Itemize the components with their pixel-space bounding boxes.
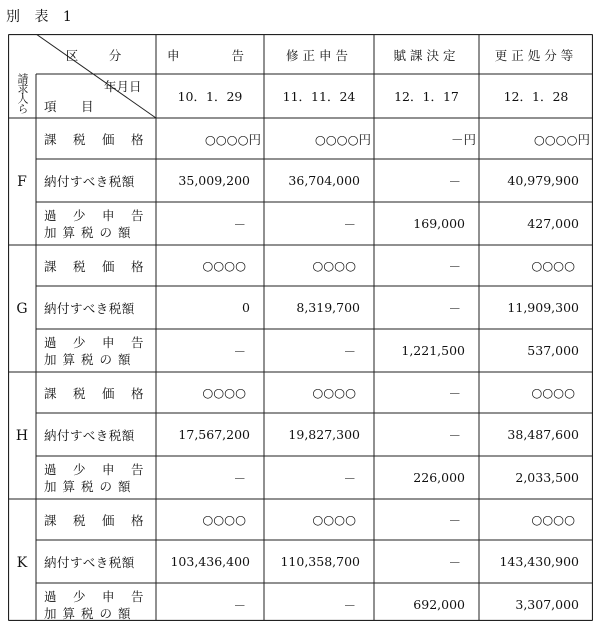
header-nengappi: 年月日 (104, 79, 142, 94)
value-cell: 0 (242, 300, 250, 315)
value-cell: － (343, 343, 356, 359)
value-cell: － (448, 385, 461, 401)
value-cell: 143,430,900 (499, 554, 579, 569)
group-label: K (16, 554, 28, 571)
value-cell: 38,487,600 (507, 427, 579, 442)
group-label: G (16, 300, 28, 317)
header-koumoku: 項 目 (44, 99, 100, 114)
value-cell: ○○○○ (202, 512, 246, 527)
value-cell: － (448, 173, 461, 189)
item-label-nofu-zeigaku: 納付すべき税額 (44, 173, 135, 189)
item-label-line: 加算税の額 (44, 224, 137, 240)
item-label-kashou-kasanzei (44, 329, 154, 372)
date-shusei-shinkoku: 11．11．24 (282, 89, 356, 104)
group-label: F (17, 173, 27, 190)
value-cell: ○○○○ (202, 258, 246, 273)
value-cell: 2,033,500 (515, 470, 579, 485)
value-cell: ○○○○ (312, 512, 356, 527)
column-header-shusei-shinkoku: 修正申告 (285, 48, 352, 63)
item-label-line: 加算税の額 (44, 605, 137, 621)
item-label-line: 加算税の額 (44, 351, 137, 367)
value-cell: － (448, 258, 461, 274)
item-label-kazei-kakaku: 課 税 価 格 (44, 385, 146, 401)
item-label-line: 加算税の額 (44, 478, 137, 494)
value-cell: － (448, 554, 461, 570)
item-label-kazei-kakaku: 課 税 価 格 (44, 131, 146, 147)
value-cell: 427,000 (527, 216, 579, 231)
value-cell: － (233, 470, 246, 486)
header-seikyunin: 請求人ら (16, 73, 29, 113)
value-cell: － (448, 427, 461, 443)
page-title: 別 表 1 (6, 9, 77, 25)
value-cell: 226,000 (413, 470, 465, 485)
value-cell: 17,567,200 (178, 427, 250, 442)
header-kubun: 区 分 (65, 48, 131, 63)
value-cell: ○○○○ (531, 385, 575, 400)
value-cell: 40,979,900 (507, 173, 579, 188)
item-label-kazei-kakaku: 課 税 価 格 (44, 512, 146, 528)
item-label-line: 過 少 申 告 (44, 588, 146, 604)
item-label-nofu-zeigaku: 納付すべき税額 (44, 300, 135, 316)
value-cell: ○○○○ (312, 258, 356, 273)
item-label-line: 過 少 申 告 (44, 461, 146, 477)
date-shinkoku: 10．1．29 (177, 89, 243, 104)
value-cell: － (233, 597, 246, 613)
item-label-kashou-kasanzei (44, 456, 154, 499)
item-label-nofu-zeigaku: 納付すべき税額 (44, 554, 135, 570)
value-cell: 110,358,700 (280, 554, 360, 569)
item-label-line: 過 少 申 告 (44, 334, 146, 350)
item-label-kashou-kasanzei (44, 202, 154, 245)
value-cell: 3,307,000 (515, 597, 579, 612)
value-cell: －円 (450, 131, 476, 147)
item-label-kazei-kakaku: 課 税 価 格 (44, 258, 146, 274)
value-cell: － (448, 300, 461, 316)
column-header-fuka-kettei: 賦課決定 (393, 48, 460, 63)
value-cell: 537,000 (527, 343, 579, 358)
value-cell: － (343, 597, 356, 613)
value-cell: － (343, 216, 356, 232)
value-cell: － (233, 343, 246, 359)
column-header-shinkoku: 申 告 (166, 48, 253, 63)
value-cell: ○○○○ (531, 258, 575, 273)
value-cell: － (343, 470, 356, 486)
item-label-nofu-zeigaku: 納付すべき税額 (44, 427, 135, 443)
date-fuka-kettei: 12．1．17 (394, 89, 459, 104)
value-cell: ○○○○円 (314, 131, 371, 147)
column-header-kosei-shobun: 更正処分等 (494, 48, 578, 63)
value-cell: 35,009,200 (178, 173, 250, 188)
value-cell: － (233, 216, 246, 232)
value-cell: ○○○○円 (533, 131, 590, 147)
date-kosei-shobun: 12．1．28 (503, 89, 569, 104)
value-cell: ○○○○ (531, 512, 575, 527)
value-cell: 692,000 (413, 597, 465, 612)
value-cell: 19,827,300 (288, 427, 360, 442)
value-cell: 169,000 (413, 216, 465, 231)
value-cell: ○○○○ (202, 385, 246, 400)
value-cell: ○○○○円 (204, 131, 261, 147)
value-cell: 36,704,000 (288, 173, 360, 188)
value-cell: 8,319,700 (296, 300, 360, 315)
value-cell: 1,221,500 (401, 343, 465, 358)
group-label: H (15, 427, 29, 444)
value-cell: ○○○○ (312, 385, 356, 400)
value-cell: 11,909,300 (507, 300, 579, 315)
item-label-line: 過 少 申 告 (44, 207, 146, 223)
value-cell: － (448, 512, 461, 528)
item-label-kashou-kasanzei (44, 583, 154, 626)
tax-table (8, 34, 593, 621)
value-cell: 103,436,400 (170, 554, 250, 569)
